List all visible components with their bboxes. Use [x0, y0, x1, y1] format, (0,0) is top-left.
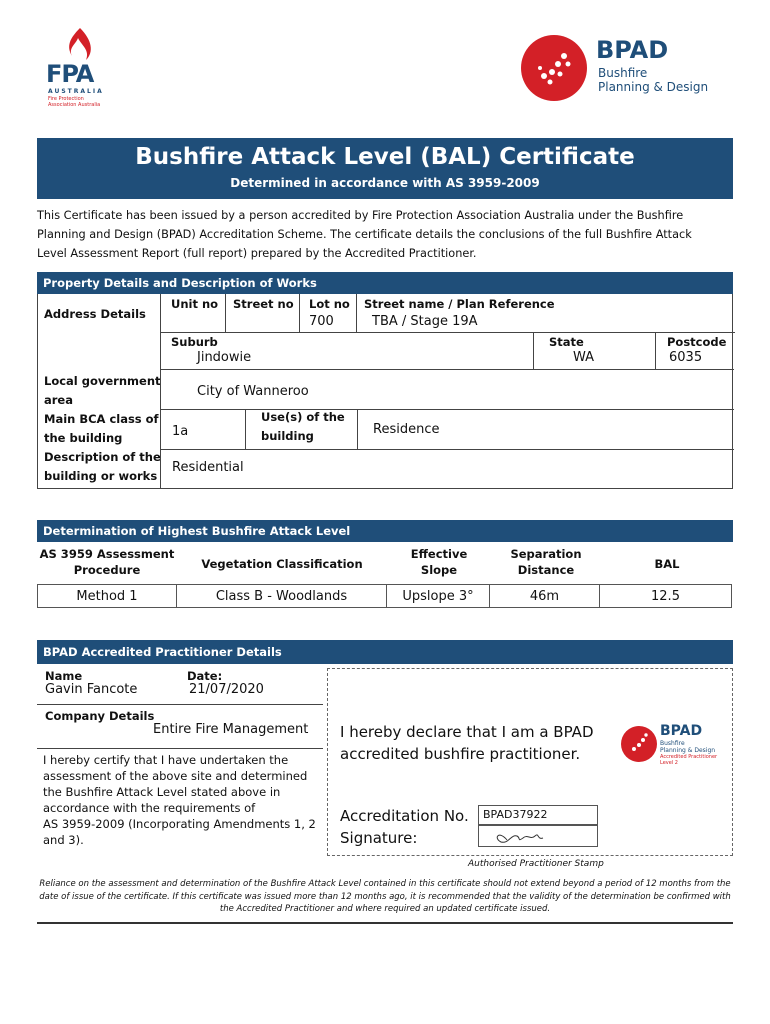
suburb-value: Jindowie — [197, 350, 252, 365]
lga-value: City of Wanneroo — [197, 384, 309, 399]
procedure-cell: Method 1 — [37, 584, 177, 608]
title-banner — [37, 138, 733, 199]
street-name-value: TBA / Stage 19A — [372, 314, 478, 329]
lot-value: 700 — [309, 314, 334, 329]
practitioner-stamp: I hereby declare that I am a BPAD accredited bushfire practitioner. BPAD Bushfire Planning & Design Accredited Practitioner Level 2 Accreditation No. BPAD37922 Signature: Authorised Practitioner Stamp — [327, 668, 733, 856]
bpad-circle-icon — [620, 725, 658, 763]
state-value: WA — [573, 350, 595, 365]
postcode-value: 6035 — [669, 350, 703, 365]
bal-cell: 12.5 — [599, 584, 732, 608]
bpad-logo: BPAD Bushfire Planning & Design — [520, 34, 730, 104]
page-subtitle: Determined in accordance with AS 3959-2009 — [230, 176, 540, 190]
accreditation-value: BPAD37922 — [478, 805, 598, 825]
table-row — [37, 584, 733, 608]
use-value: Residence — [373, 422, 440, 437]
company-value: Entire Fire Management — [153, 722, 309, 737]
bpad-circle-icon — [520, 34, 588, 102]
page-title: Bushfire Attack Level (BAL) Certificate — [135, 144, 635, 170]
stamp-caption: Authorised Practitioner Stamp — [468, 859, 604, 869]
determination-table: AS 3959 Assessment Procedure Vegetation Classification Effective Slope Separation Distance BAL Method 1 Class B - Woodlands Upslope 3° 46m 12.5 — [37, 542, 733, 608]
signature-box — [478, 825, 598, 847]
intro-text: This Certificate has been issued by a person accredited by Fire Protection Association Australia under the Bushfire Planning and Design (BPAD) Accreditation Scheme. The certificate details the conclusions of the full Bushfire Attack Level Assessment Report (full report) prepared by the Accredited Practitioner. — [37, 209, 692, 260]
property-section-header: Property Details and Description of Works — [37, 272, 733, 294]
footer-disclaimer: Reliance on the assessment and determination of the Bushfire Attack Level contained in this certificate should not extend beyond a period of 12 months from the date of issue of the certificate. If this certificate was issued more than 12 months ago, it is recommended that the validity of the determination be confirmed with the Accredited Practitioner and where required an updated certificate issued. — [39, 879, 731, 914]
stamp-bpad-logo: BPAD Bushfire Planning & Design Accredited Practitioner Level 2 — [620, 723, 726, 773]
flame-icon — [60, 26, 100, 64]
practitioner-section-header: BPAD Accredited Practitioner Details — [37, 640, 733, 664]
fpa-logo: FPA AUSTRALIA Fire Protection Association Australia — [38, 26, 128, 108]
address-grid: Unit no Street no Lot no 700 Street name / Plan Reference TBA / Stage 19A Suburb Jindowie State WA Postcode 6035 — [160, 294, 734, 370]
bca-value: 1a — [172, 424, 189, 439]
footer-divider — [37, 922, 733, 924]
certification-text: I hereby certify that I have undertaken the assessment of the above site and determined the Bushfire Attack Level stated above in accordance with the requirements of AS 3959-2009 (Incorporating Amendments 1, 2 and 3). — [43, 753, 316, 847]
declaration-text: I hereby declare that I am a BPAD accredited bushfire practitioner. — [340, 723, 594, 763]
date-value: 21/07/2020 — [189, 682, 264, 697]
signature-icon — [487, 826, 597, 846]
separation-cell: 46m — [489, 584, 600, 608]
practitioner-left: Name Gavin Fancote Date: 21/07/2020 Company Details Entire Fire Management I hereby certify that I have undertaken the assessment of the above site and determined the Bushfire Attack Level stated above in accordance with the requirements of AS 3959-2009 (Incorporating Amendments 1, 2 and 3). — [37, 664, 323, 870]
property-section: Address Details Unit no Street no Lot no 700 Street name / Plan Reference TBA / Stage 19A Suburb Jindowie State WA Postcode 6035 Local government area City of Wanneroo Main BCA class of the building 1a Use(s) of the building Residence Description of the building or works Residential — [37, 294, 733, 489]
desc-value: Residential — [172, 460, 244, 475]
determination-section-header: Determination of Highest Bushfire Attack Level — [37, 520, 733, 542]
vegetation-cell: Class B - Woodlands — [176, 584, 387, 608]
slope-cell: Upslope 3° — [386, 584, 490, 608]
name-value: Gavin Fancote — [45, 682, 138, 697]
